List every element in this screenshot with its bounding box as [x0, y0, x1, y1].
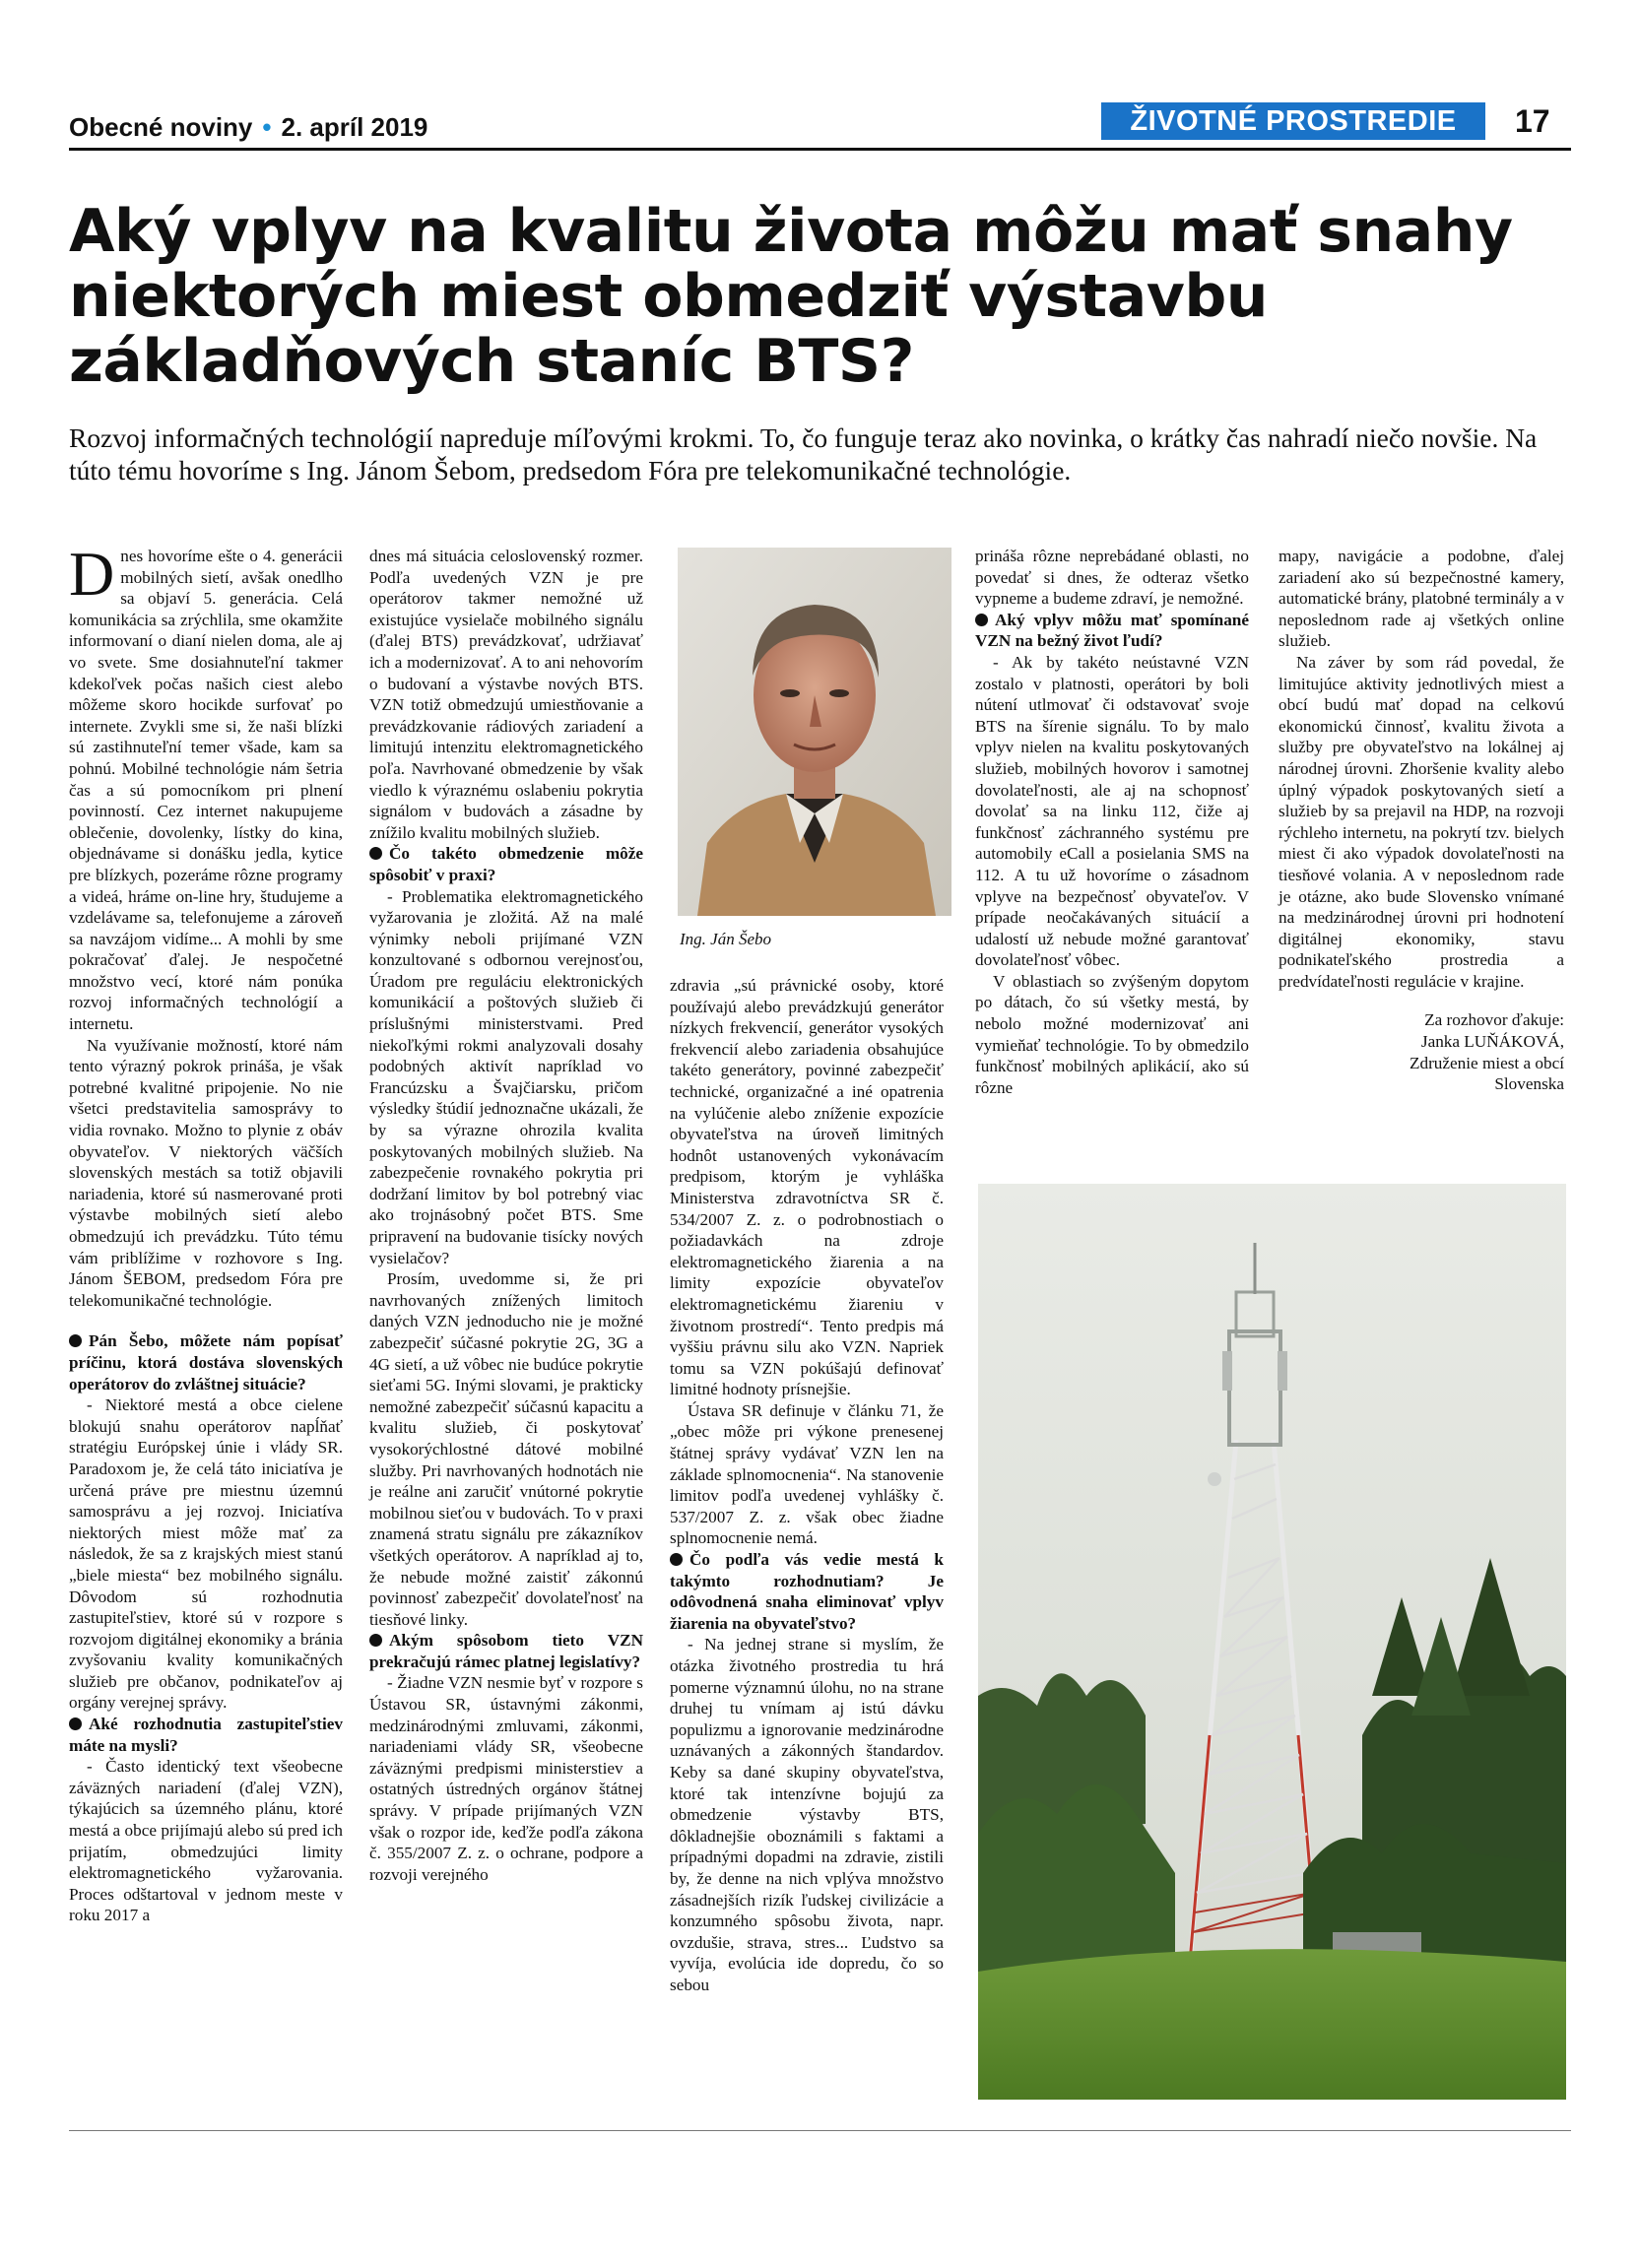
author-name: Janka LUŇÁKOVÁ,: [1420, 1032, 1564, 1052]
interview-answer: - Žiadne VZN nesmie byť v rozpore s Ústavou SR, ústavnými zákonmi, medzinárodnými zmluvami, zákonmi, nariadeniami vlády SR, všeobecne záväznými predpismi ministerstiev a ostatných ústredných orgánov štátnej správy. V prípade prijímaných VZN však o rozpor ide, keďže podľa zákona č. 355/2007 Z. z. o ochrane, podpore a rozvoji verejného: [369, 1673, 643, 1884]
publication-name: Obecné noviny: [69, 112, 253, 142]
article-column-4: [975, 546, 1249, 1098]
interview-answer: - Problematika elektromagnetického vyžarovania je zložitá. Až na malé výnimky neboli prijímané VZN konzultované s odbornou verejnosťou, Úradom pre reguláciu elektronických komunikácií a poštových služieb či príslušnými ministerstvami. Pred niekoľkými rokmi analyzovali dosahy podobných aktivít napríklad vo Francúzsku a Švajčiarsku, pričom výsledky štúdií jednoznačne ukázali, že by sa výrazne ohrozila kvalita poskytovaných mobilných služieb. Na zabezpečenie rovnakého pokrytia pri dodržaní limitov by bol potrebný viac ako trojnásobný počet BTS. Sme pripravení na budovanie tisícky nových vysielačov?: [369, 886, 643, 1267]
page-number: 17: [1515, 103, 1550, 139]
paragraph: dnes má situácia celoslovenský rozmer. Podľa uvedených VZN je pre operátorov takmer nemožné už existujúce vysielače mobilného signálu (ďalej BTS) prevádzkovať, udržiavať ich a modernizovať. A to ani nehovorím o budovaní a výstavbe nových BTS. VZN totiž obmedzujú umiestňovanie a prevádzkovanie rádiových zariadení a limitujú intenzitu elektromagnetického poľa. Navrhované obmedzenie by však viedlo k výraznému oslabeniu pokrytia signálom v budovách a zásadne by znížilo kvalitu mobilných služieb.: [369, 547, 643, 842]
masthead: [69, 112, 427, 143]
article-column-2: [369, 546, 643, 1885]
paragraph: Prosím, uvedomme si, že pri navrhovaných znížených limitoch daných VZN jednoducho nie je možné zabezpečiť súčasné pokrytie 2G, 3G a 4G sietí, a už vôbec nie budúce pokrytie sieťami 5G. Inými slovami, je prakticky nemožné zabezpečiť súčasnú kapacitu a kvalitu služieb, či poskytovať vysokorýchlostné dátové mobilné služby. Pri navrhovaných hodnotách nie je reálne ani zaručiť vnútorné pokrytie mobilnou sieťou v budovách. To v praxi znamená stratu signálu pre zákazníkov všetkých operátorov. A napríklad aj to, že nebude možné zaistiť zákonnú povinnosť zabezpečiť dovolateľnosť na tiesňové linky.: [369, 1269, 643, 1629]
drop-cap: D: [69, 539, 115, 609]
signature-line: Za rozhovor ďakuje:: [1424, 1010, 1564, 1030]
interview-answer: - Niektoré mestá a obce cielene blokujú snahu operátorov napĺňať stratégiu Európskej únie i vlády SR. Paradoxom je, že celá táto iniciatíva je určená práve pre miestnu územnú samosprávu a jej rozvoj. Iniciatíva niektorých miest môže mať za následok, že sa z krajských miest stanú „biele miesta“ bez mobilného signálu. Dôvodom sú rozhodnutia zastupiteľstiev, ktoré sú v rozpore s rozvojom digitálnej ekonomiky a bránia zvyšovaniu kvality komunikačných služieb pre občanov, podnikateľov aj orgány verejnej správy.: [69, 1395, 343, 1713]
interview-answer: - Často identický text všeobecne záväzných nariadení (ďalej VZN), týkajúcich sa územného plánu, ktoré mestá a obce prijímajú alebo sú pred ich prijatím, obmedzujúci limity elektromagnetického vyžarovania. Proces odštartoval v jednom meste v roku 2017 a: [69, 1757, 343, 1925]
bts-tower-photo: [978, 1184, 1566, 2100]
interview-answer: - Ak by takéto neústavné VZN zostalo v platnosti, operátori by boli nútení utlmovať či odstavovať svoje BTS na šírenie signálu. To by malo vplyv nielen na kvalitu poskytovaných služieb, mobilných hovorov i samotnej dovolateľnosti, ale aj na schopnosť dovolať sa na linku 112, čiže aj funkčnosť záchranného systému pre automobily eCall a posielania SMS na 112. A tu už hovoríme o zásadnom vplyve na bezpečnosť obyvateľov. V prípade neočakávaných situácií a udalostí už nebude možné garantovať dovolateľnosť vôbec.: [975, 652, 1249, 970]
paragraph: V oblastiach so zvýšeným dopytom po dátach, čo sú všetky mestá, by nebolo možné modernizovať ani vymieňať technológie. To by obmedzilo funkčnosť mobilných aplikácií, ako sú rôzne: [975, 971, 1249, 1097]
intro-paragraph: Dnes hovoríme ešte o 4. generácii mobilných sietí, avšak onedlho sa objaví 5. generácia. Celá komunikácia sa zrýchlila, sme okamžite informovaní o dianí nielen doma, ale aj vo svete. Sme dosiahnuteľní takmer kdekoľvek počas našich ciest alebo môžeme skoro hocikde surfovať po internete. Zvykli sme si, že naši blízki sú zastihnuteľní temer všade, kam sa pohnú. Mobilné technológie nám šetria čas a sú pomocníkom pri plnení povinností. Cez internet nakupujeme oblečenie, dovolenky, lístky do kina, objednávame si donášku jedla, kytice pre blízkych, pozeráme rôzne programy a videá, hráme on-line hry, študujeme a vzdelávame sa, telefonujeme a zároveň sa navzájom vidíme... A mohli by sme pokračovať ďalej. Je nespočetné množstvo vecí, ktoré nám ponúka rozvoj informačných technológií a internetu.: [69, 539, 343, 1034]
author-organization: Slovenska: [1494, 1074, 1564, 1094]
interview-question: Čo takéto obmedzenie môže spôsobiť v praxi?: [369, 844, 643, 884]
headline: Aký vplyv na kvalitu života môžu mať snahy niektorých miest obmedziť výstavbu základňových staníc BTS?: [69, 197, 1513, 396]
interview-question: Pán Šebo, môžete nám popísať príčinu, ktorá dostáva slovenských operátorov do zvláštnej situácie?: [69, 1331, 343, 1393]
separator-dot: •: [262, 112, 272, 142]
interview-question: Akým spôsobom tieto VZN prekračujú rámec platnej legislatívy?: [369, 1631, 643, 1671]
photo-caption: Ing. Ján Šebo: [680, 930, 772, 948]
article-column-1: [69, 539, 343, 1926]
paragraph: mapy, navigácie a podobne, ďalej zariadení ako sú bezpečnostné kamery, automatické brány, platobné terminály a v neposlednom rade aj všetkých online služieb.: [1279, 547, 1564, 651]
interview-question: Čo podľa vás vedie mestá k takýmto rozhodnutiam? Je odôvodnená snaha eliminovať vplyv žiarenia na obyvateľstvo?: [670, 1550, 944, 1633]
lead-paragraph: Rozvoj informačných technológií napreduje míľovými krokmi. To, čo funguje teraz ako novinka, o krátky čas nahradí niečo novšie. Na túto tému hovoríme s Ing. Jánom Šebom, predsedom Fóra pre telekomunikačné technológie.: [69, 422, 1538, 486]
interview-question: Aký vplyv môžu mať spomínané VZN na bežný život ľudí?: [975, 610, 1249, 651]
article-column-3: [670, 975, 944, 1996]
article-column-5: [1279, 546, 1564, 1095]
paragraph: prináša rôzne neprebádané oblasti, no povedať si dnes, že odteraz všetko vypneme a budeme zdraví, je nemožné.: [975, 547, 1249, 609]
interview-question: Aké rozhodnutia zastupiteľstiev máte na mysli?: [69, 1715, 343, 1755]
portrait-photo: [678, 548, 951, 916]
author-organization: Združenie miest a obcí: [1409, 1053, 1564, 1072]
portrait-illustration: [678, 548, 951, 916]
paragraph: zdravia „sú právnické osoby, ktoré používajú alebo prevádzkujú generátor nízkych frekvencií, generátor vysokých frekvencií alebo zariadenia obsahujúce takéto generátory, povinné zabezpečiť technické, organizačné a iné opatrenia na vylúčenie alebo zníženie expozície obyvateľstva na úroveň limitných hodnôt ustanovených vykonávacím predpisom, ktorým je vyhláška Ministerstva zdravotníctva SR č. 534/2007 Z. z. o podrobnostiach o požiadavkách na zdroje elektromagnetického žiarenia a na limity expozície obyvateľov elektromagnetickému žiareniu v životnom prostredí“. Tento predpis má vyššiu právnu silu ako VZN. Napriek tomu sa VZN pokúšajú definovať limitné hodnoty prísnejšie.: [670, 976, 944, 1399]
footer-rule: [69, 2130, 1571, 2131]
paragraph: Ústava SR definuje v článku 71, že „obec môže pri výkone prenesenej štátnej správy vydávať VZN len na základe splnomocnenia“. Na stanovenie limitov podľa uvedenej vyhlášky č. 537/2007 Z. z. však obec žiadne splnomocnenie nemá.: [670, 1400, 944, 1548]
issue-date: 2. apríl 2019: [281, 112, 428, 142]
section-tag: ŽIVOTNÉ PROSTREDIE: [1101, 102, 1485, 140]
header-rule: [69, 148, 1571, 151]
paragraph: Na záver by som rád povedal, že limitujúce aktivity jednotlivých miest a obcí budú mať dopad na celkovú ekonomickú činnosť, kvalitu života a služby pre obyvateľstvo na lokálnej aj národnej úrovni. Zhoršenie kvality alebo úplný výpadok poskytovaných sietí a služieb by sa prejavil na HDP, na rozvoji rýchleho internetu, na pokrytí tzv. bielych miest či ako výpadok dovolateľnosti na tiesňové volania. A v neposlednom rade je otázne, ako bude Slovensko vnímané na medzinárodnej úrovni pri hodnotení digitálnej ekonomiky, stavu podnikateľského prostredia a predvídateľnosti regulácie v krajine.: [1279, 652, 1564, 991]
interview-answer: - Na jednej strane si myslím, že otázka životného prostredia tu hrá pomerne významnú úlohu, no na strane druhej tu vnímam aj istú dávku populizmu a ignorovanie medzinárodne uznávaných a zákonných štandardov. Keby sa dané skupiny obyvateľstva, ktoré tak intenzívne bojujú za obmedzenie výstavby BTS, dôkladnejšie oboznámili s faktami a prípadnými dopadmi na zdravie, zistili by, že denne na nich vplýva množstvo zásadnejších rizík ľudskej civilizácie a konzumného spôsobu života, napr. ovzdušie, strava, stres... Ľudstvo sa vyvíja, evolúcia ide dopredu, čo so sebou: [670, 1635, 944, 1994]
tower-illustration: [978, 1184, 1566, 2100]
paragraph: Na využívanie možností, ktoré nám tento výrazný pokrok prináša, je však potrebné kvalitné pripojenie. No nie všetci predstavitelia samosprávy to vidia rovnako. Možno to plynie z obáv obyvateľov. V niektorých väčších slovenských mestách sa totiž objavili nariadenia, ktoré sú nasmerované proti výstavbe mobilných sietí alebo obmedzujú ich prevádzku. Túto tému vám priblížime v rozhovore s Ing. Jánom ŠEBOM, predsedom Fóra pre telekomunikačné technológie.: [69, 1035, 343, 1310]
